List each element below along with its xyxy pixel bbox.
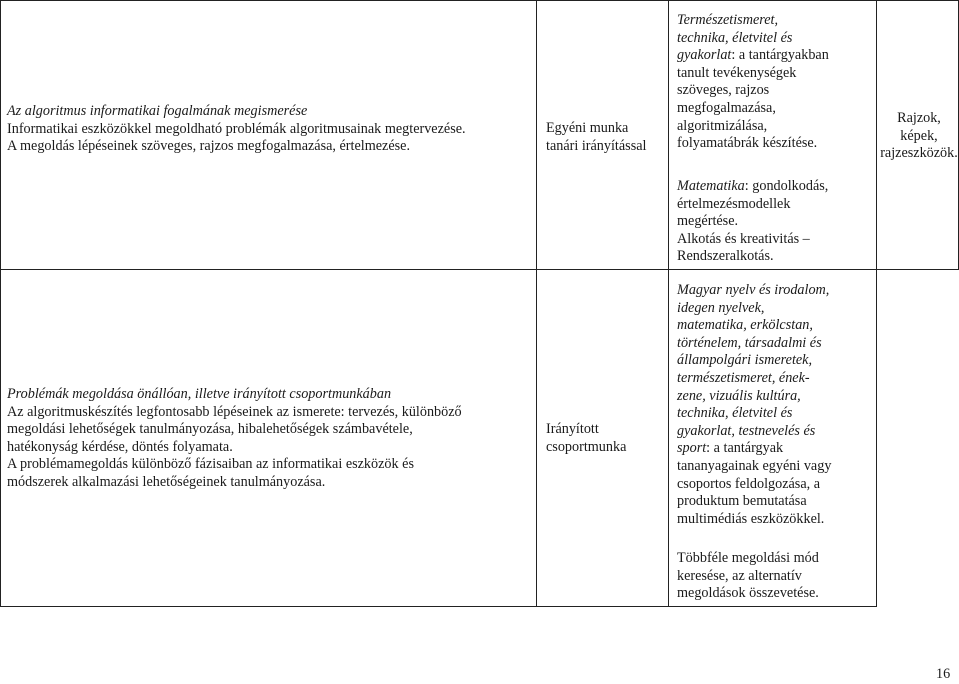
row1-tools-cell bbox=[880, 110, 958, 163]
col-divider-3 bbox=[876, 0, 877, 607]
row2-topic-line: hatékonyság kérdése, döntés folyamata. bbox=[7, 438, 233, 455]
row2-topic-line: megoldási lehetőségek tanulmányozása, hibalehetőségek számbavétele, bbox=[7, 421, 413, 438]
connection-text: Rendszeralkotás. bbox=[677, 248, 774, 265]
row-divider bbox=[0, 269, 959, 270]
row2-method-cell bbox=[546, 421, 626, 456]
connection-text: keresése, az alternatív bbox=[677, 567, 802, 584]
connection-text: Alkotás és kreativitás – bbox=[677, 230, 810, 247]
connection-text-italic: matematika, erkölcstan, bbox=[677, 317, 813, 334]
connection-text-italic: Magyar nyelv és irodalom, bbox=[677, 282, 830, 298]
connection-text-italic: technika, életvitel és bbox=[677, 405, 793, 422]
row2-topic-line: Az algoritmuskészítés legfontosabb lépéseinek az ismerete: tervezés, különböző bbox=[7, 403, 462, 420]
row1-connections-a bbox=[677, 12, 829, 153]
connection-text: értelmezésmodellek bbox=[677, 195, 791, 212]
tools-line: képek, bbox=[900, 127, 938, 144]
tools-line: Rajzok, bbox=[897, 110, 941, 126]
connection-text: tananyagainak egyéni vagy bbox=[677, 457, 832, 474]
connection-text-italic: Természetismeret, bbox=[677, 12, 779, 28]
row1-topic-line: Informatikai eszközökkel megoldható problémák algoritmusainak megtervezése. bbox=[7, 120, 466, 137]
table-bottom-border bbox=[0, 606, 876, 607]
connection-text: folyamatábrák készítése. bbox=[677, 135, 818, 152]
page-number: 16 bbox=[936, 666, 951, 682]
row2-topic-line: módszerek alkalmazási lehetőségeinek tanulmányozása. bbox=[7, 473, 326, 490]
connection-text-italic: történelem, társadalmi és bbox=[677, 334, 822, 351]
connection-text: tanult tevékenységek bbox=[677, 64, 797, 81]
col-divider-1 bbox=[536, 0, 537, 607]
connection-text: algoritmizálása, bbox=[677, 117, 768, 134]
table-left-border bbox=[0, 0, 1, 607]
row1-topic-line: A megoldás lépéseinek szöveges, rajzos megfogalmazása, értelmezése. bbox=[7, 138, 410, 155]
connection-text: Többféle megoldási mód bbox=[677, 550, 819, 566]
row2-topic-cell bbox=[7, 386, 462, 492]
row2-method-line: Irányított bbox=[546, 421, 599, 437]
row1-topic-title: Az algoritmus informatikai fogalmának megismerése bbox=[7, 103, 308, 119]
row2-topic-title: Problémák megoldása önállóan, illetve irányított csoportmunkában bbox=[7, 386, 392, 402]
connection-text: szöveges, rajzos bbox=[677, 82, 770, 99]
connection-text: produktum bemutatása bbox=[677, 493, 807, 510]
connection-text-italic: sport bbox=[677, 440, 707, 457]
row2-method-line: csoportmunka bbox=[546, 438, 627, 455]
connection-text: multimédiás eszközökkel. bbox=[677, 510, 825, 527]
row1-topic-cell bbox=[7, 103, 466, 156]
connection-text: megértése. bbox=[677, 213, 739, 230]
connection-text-italic: gyakorlat, testnevelés és bbox=[677, 422, 816, 439]
row1-method-line: tanári irányítással bbox=[546, 137, 647, 154]
row1-method-cell bbox=[546, 120, 646, 155]
row1-connections-b bbox=[677, 178, 828, 266]
connection-text-italic: technika, életvitel és bbox=[677, 29, 793, 46]
connection-text: : gondolkodás, bbox=[744, 178, 829, 194]
connection-text-italic: természetismeret, ének- bbox=[677, 369, 810, 386]
connection-text: megfogalmazása, bbox=[677, 99, 776, 116]
row2-connections-b bbox=[677, 550, 819, 603]
connection-text-italic: idegen nyelvek, bbox=[677, 299, 765, 316]
row2-connections-a bbox=[677, 282, 831, 528]
row1-method-line: Egyéni munka bbox=[546, 120, 629, 136]
table-top-border bbox=[0, 0, 959, 1]
connection-text: : a tantárgyak bbox=[706, 440, 784, 457]
row2-topic-line: A problémamegoldás különböző fázisaiban az informatikai eszközök és bbox=[7, 456, 414, 473]
connection-text-italic: gyakorlat bbox=[677, 47, 732, 64]
connection-text-italic: Matematika bbox=[677, 178, 745, 194]
col-divider-2 bbox=[668, 0, 669, 607]
connection-text: megoldások összevetése. bbox=[677, 585, 819, 602]
tools-line: rajzeszközök. bbox=[880, 145, 958, 162]
connection-text: : a tantárgyakban bbox=[731, 47, 829, 64]
connection-text-italic: zene, vizuális kultúra, bbox=[677, 387, 801, 404]
connection-text: csoportos feldolgozása, a bbox=[677, 475, 821, 492]
connection-text-italic: állampolgári ismeretek, bbox=[677, 352, 813, 369]
